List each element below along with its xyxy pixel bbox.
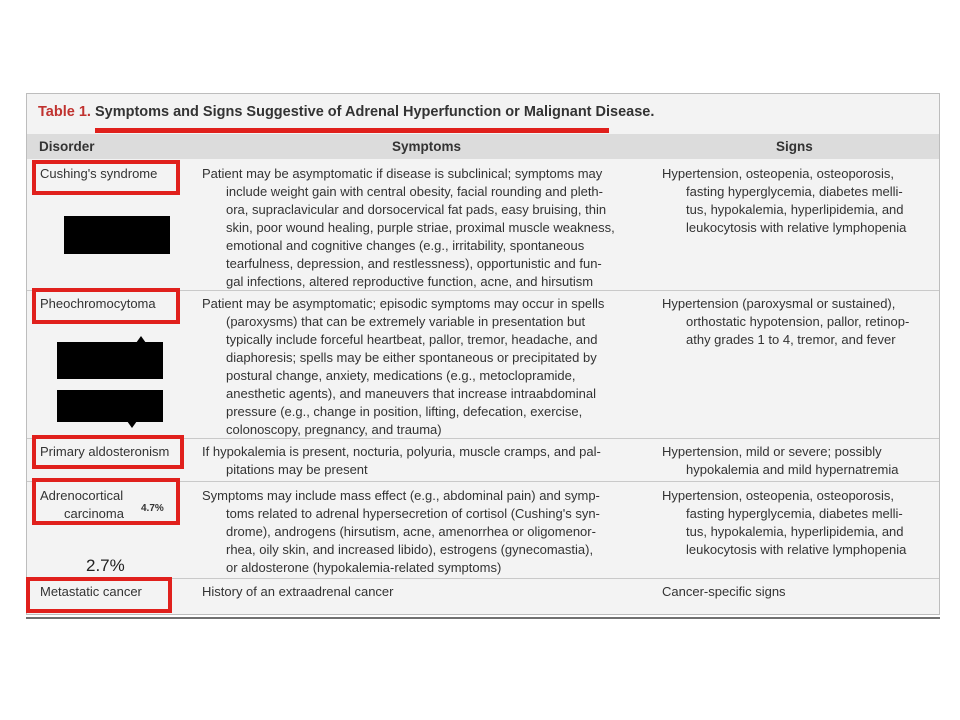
highlight-box-metastatic <box>26 577 172 613</box>
table-title: Symptoms and Signs Suggestive of Adrenal Hyperfunction or Malignant Disease. <box>94 104 655 120</box>
carcinoma-percent-label: 4.7% <box>141 503 164 514</box>
row-metastatic-symptoms: History of an extraadrenal cancer <box>202 584 394 599</box>
row-aldo-disorder: Primary aldosteronism <box>40 444 170 459</box>
redaction-box <box>57 390 163 422</box>
header-symptoms: Symptoms <box>392 139 462 154</box>
redaction-box <box>64 216 170 254</box>
row-cushing-symptoms: Patient may be asymptomatic if disease is subclinical; symptoms may include weight gain with central obesity, facial rounding and pleth- ora, supraclavicular and dorsocervical fat pads, easy bruising, thin skin, poor wound healing, purple striae, proximal muscle weakness, emotional and cognitive changes (e.g., irritability, spontaneous tearfulness, depression, and restlessness), opportunistic and fun- gal infections, altered reproductive function, acne, and hirsutism <box>202 166 615 289</box>
highlight-box-aldosteronism <box>32 435 184 469</box>
row-carcinoma-signs: Hypertension, osteopenia, osteoporosis, fasting hyperglycemia, diabetes melli- tus, hypokalemia, hyperlipidemia, and leukocytosis with relative lymphopenia <box>662 488 907 557</box>
row-metastatic-signs: Cancer-specific signs <box>662 584 786 599</box>
row-cushing-disorder: Cushing's syndrome <box>40 166 158 181</box>
table-caption <box>38 104 654 120</box>
row-cushing-signs: Hypertension, osteopenia, osteoporosis, fasting hyperglycemia, diabetes melli- tus, hypokalemia, hyperlipidemia, and leukocytosis with relative lymphopenia <box>662 166 907 235</box>
row-pheo-disorder: Pheochromocytoma <box>40 296 156 311</box>
row-carcinoma-symptoms: Symptoms may include mass effect (e.g., abdominal pain) and symp- toms related to adrenal hypersecretion of cortisol (Cushing's syn- drome), androgens (hirsutism, acne, amenorrhea or oligomenor- rhea, oily skin, and increased libido), estrogens (gynecomastia), or aldosterone (hypokalemia-related symptoms) <box>202 488 600 575</box>
highlight-box-pheochromocytoma <box>32 288 180 324</box>
row-aldo-symptoms: If hypokalemia is present, nocturia, polyuria, muscle cramps, and pal- pitations may be present <box>202 444 601 477</box>
row-aldo-signs: Hypertension, mild or severe; possibly hypokalemia and mild hypernatremia <box>662 444 899 477</box>
row-carcinoma-disorder: Adrenocortical carcinoma <box>40 488 124 521</box>
arrow-down-icon <box>127 421 137 428</box>
row-pheo-signs: Hypertension (paroxysmal or sustained), orthostatic hypotension, pallor, retinop- athy grades 1 to 4, tremor, and fever <box>662 296 910 347</box>
redaction-box <box>57 342 163 379</box>
header-disorder: Disorder <box>39 139 95 154</box>
metastatic-percent-label: 2.7% <box>86 556 125 575</box>
title-underline-highlight <box>95 128 609 133</box>
table-label: Table 1. <box>38 104 91 120</box>
table-bottom-rule <box>26 617 940 619</box>
row-pheo-symptoms: Patient may be asymptomatic; episodic symptoms may occur in spells (paroxysms) that can be extremely variable in presentation but typically include forceful heartbeat, pallor, tremor, headache, and diaphoresis; spells may be either spontaneous or precipitated by postural change, anxiety, medications (e.g., metoclopramide, anesthetic agents), and maneuvers that increase intraabdominal pressure (e.g., change in position, lifting, defecation, exercise, colonoscopy, pregnancy, and trauma) <box>202 296 605 437</box>
header-signs: Signs <box>776 139 813 154</box>
highlight-box-carcinoma <box>32 478 180 525</box>
highlight-box-cushing <box>32 160 180 195</box>
row-metastatic-disorder: Metastatic cancer <box>40 584 142 599</box>
